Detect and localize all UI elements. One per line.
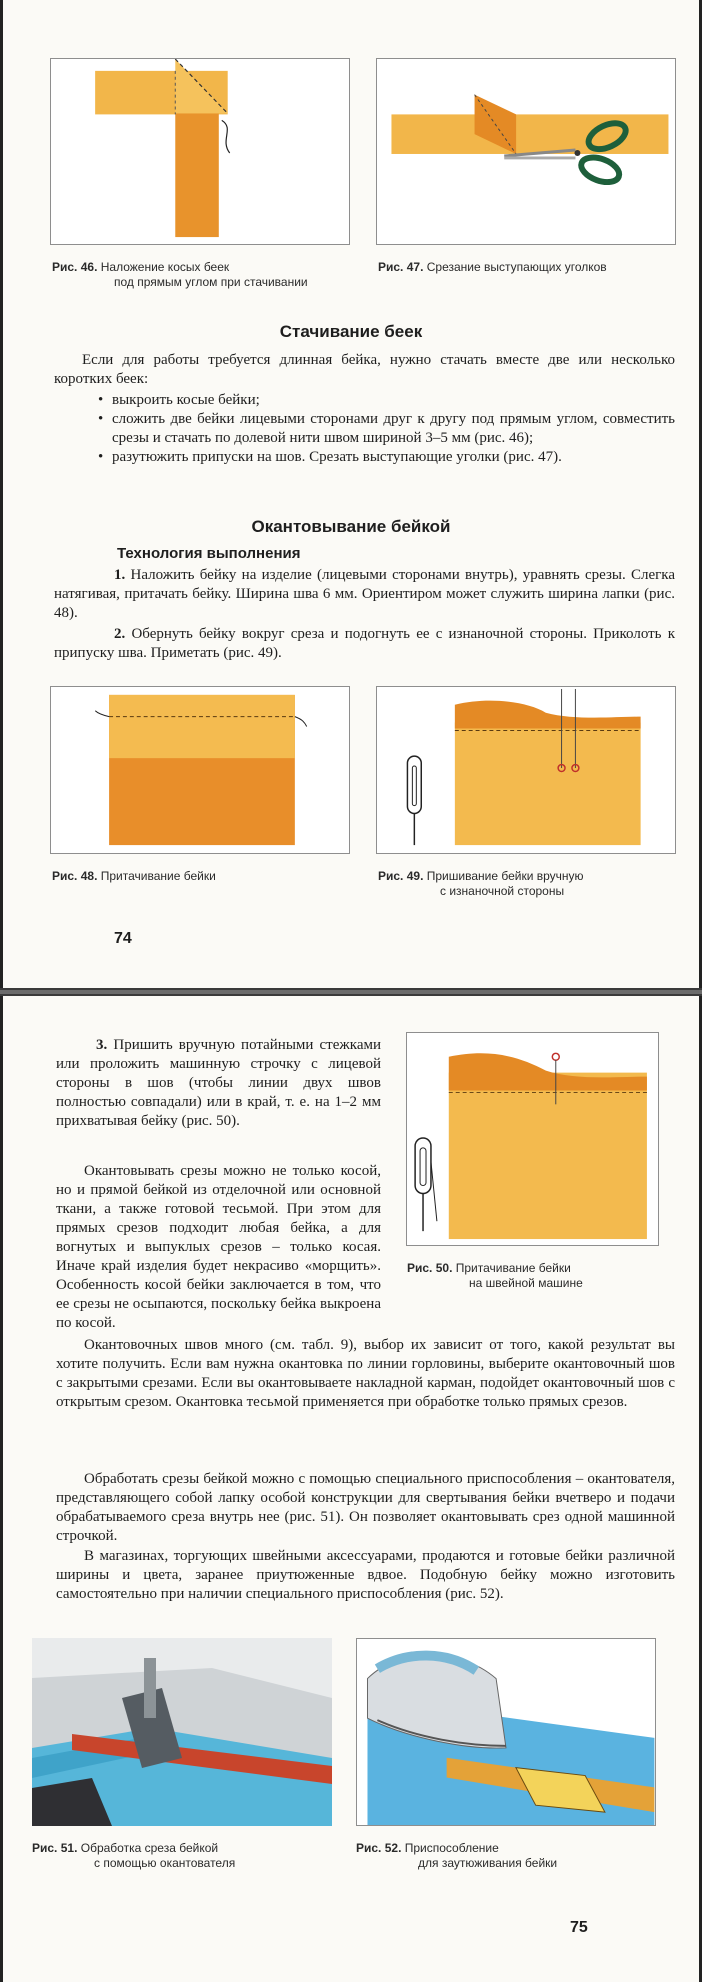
figure-50-illustration (407, 1033, 658, 1245)
seam-kinds-text: Окантовочных швов много (см. табл. 9), выбор их зависит от того, какой результат вы хотите получить. Если вам нужна окантовка по линии горловины, выберите окантовочный шов с закрытыми срезами. Если вы окантовываете накладной карман, подойдет окантовочный шов с открытым срезом. Окантовка тесьмой применяется при обработке только прямых срезов. (56, 1337, 675, 1410)
page-edge-left (0, 0, 3, 988)
figure-51-number: Рис. 51. (32, 1841, 78, 1855)
attached-bias-strip (109, 695, 295, 758)
figure-46-image (50, 58, 350, 245)
figure-51-image (32, 1638, 332, 1826)
folded-bias-edge (449, 1053, 647, 1090)
figure-48-caption (52, 869, 352, 884)
garment-panel (455, 723, 641, 846)
figure-47-image (376, 58, 676, 245)
figure-50-caption-line2: на швейной машине (469, 1276, 583, 1290)
presser-foot-icon (415, 1138, 437, 1231)
edging-text: Окантовывать срезы можно не только косой, но и прямой бейкой из отделочной или основной ткани, а также готовой тесьмой. При этом для прямых срезов подходит любая бейка, а для вогнутых и выпуклых срезов – только косая. Иначе край изделия будет некрасиво «морщить». Особенность косой бейки заключается в том, что ее срезы не осыпаются, поскольку бейка выкроена по косой. (56, 1163, 381, 1331)
bullet-item: • сложить две бейки лицевыми сторонами друг к другу под прямым углом, совместить срезы и стачать по долевой нити швом шириной 3–5 мм (рис. 46); (98, 410, 675, 448)
figure-49-illustration (377, 687, 675, 853)
figure-51-photo (32, 1638, 332, 1826)
figure-51-caption-line2: с помощью окантователя (94, 1856, 236, 1870)
step-1-number: 1. (114, 567, 126, 583)
figure-50-image (406, 1032, 659, 1246)
figure-52-caption-line2: для заутюживания бейки (418, 1856, 558, 1870)
figure-47-number: Рис. 47. (378, 260, 424, 274)
seam-kinds-paragraph (56, 1336, 675, 1412)
step-3-paragraph (56, 1036, 381, 1131)
figure-52-caption-line1: Приспособление (404, 1841, 499, 1855)
shops-text: В магазинах, торгующих швейными аксессуарами, продаются и готовые бейки различной ширины и цвета, заранее приутюженные вдвое. Подобную бейку можно изготовить самостоятельно при наличии специального приспособления (рис. 52). (56, 1548, 675, 1602)
figure-50-caption-line1: Притачивание бейки (455, 1261, 571, 1275)
figure-48-image (50, 686, 350, 854)
intro-text: Если для работы требуется длинная бейка, нужно стачать вместе две или несколько коротких беек: (54, 352, 675, 387)
figure-49-caption-line1: Пришивание бейки вручную (426, 869, 584, 883)
bullet-item: • разутюжить припуски на шов. Срезать выступающие уголки (рис. 47). (98, 448, 675, 467)
page-75 (0, 994, 702, 1982)
figure-52-number: Рис. 52. (356, 1841, 402, 1855)
thread-left (95, 711, 109, 717)
subheading-technology: Технология выполнения (117, 545, 301, 562)
step-1-text: Наложить бейку на изделие (лицевыми сторонами внутрь), уравнять срезы. Слегка натягивая, притачать бейку. Ширина шва 6 мм. Ориентиром может служить ширина лапки (рис. 48). (54, 567, 675, 621)
figure-46-caption-line2: под прямым углом при стачивании (114, 275, 308, 289)
step-3-text: Пришить вручную потайными стежками или проложить машинную строчку с лицевой стороны в шов (чтобы линии двух швов полностью совпадали) или в край, т. е. на 1–2 мм прихватывая бейку (рис. 50). (56, 1037, 381, 1129)
bullet-item: • выкроить косые бейки; (98, 391, 675, 410)
figure-52-illustration (357, 1639, 655, 1825)
step-1-paragraph (54, 566, 675, 623)
needle-bar (144, 1658, 156, 1718)
figure-51-caption-line1: Обработка среза бейкой (80, 1841, 219, 1855)
step-2-paragraph (54, 625, 675, 663)
edging-paragraph (56, 1162, 381, 1333)
thread-right (295, 717, 307, 727)
figure-50-caption (407, 1261, 660, 1291)
vertical-bias-strip (175, 113, 219, 237)
page-number: 75 (570, 1919, 588, 1936)
joining-steps-list (98, 391, 675, 467)
garment-panel (449, 1073, 647, 1239)
figure-51-caption (32, 1841, 332, 1871)
step-2-number: 2. (114, 626, 126, 642)
thread-end (222, 120, 230, 153)
figure-48-caption-line1: Притачивание бейки (100, 869, 216, 883)
intro-paragraph (54, 351, 675, 389)
page-74 (0, 0, 702, 990)
figure-46-caption-line1: Наложение косых беек (100, 260, 230, 274)
figure-47-caption (378, 260, 678, 275)
step-3-number: 3. (96, 1037, 108, 1053)
figure-52-caption (356, 1841, 656, 1871)
figure-48-number: Рис. 48. (52, 869, 98, 883)
figure-50-number: Рис. 50. (407, 1261, 453, 1275)
figure-49-image (376, 686, 676, 854)
folded-bias-edge (455, 701, 641, 729)
device-paragraph (56, 1470, 675, 1546)
sewing-needle-icon (407, 756, 421, 845)
page-edge-left (0, 996, 3, 1982)
figure-49-number: Рис. 49. (378, 869, 424, 883)
figure-46-caption (52, 260, 352, 290)
figure-46-number: Рис. 46. (52, 260, 98, 274)
device-text: Обработать срезы бейкой можно с помощью специального приспособления – окантователя, представляющего собой лапку особой конструкции для свертывания бейки вчетверо и подачи обрабатываемого среза внутрь нее (рис. 51). Он позволяет окантовывать срез одной машинной строчкой. (56, 1471, 675, 1544)
figure-49-caption (378, 869, 678, 899)
figure-47-illustration (377, 59, 675, 244)
figure-48-illustration (51, 687, 349, 853)
figure-49-caption-line2: с изнаночной стороны (440, 884, 565, 898)
figure-47-caption-line1: Срезание выступающих уголков (426, 260, 607, 274)
pin-head (552, 1053, 559, 1060)
shops-paragraph (56, 1547, 675, 1604)
heading-joining-strips: Стачивание беек (279, 322, 423, 341)
figure-52-image (356, 1638, 656, 1826)
step-2-text: Обернуть бейку вокруг среза и подогнуть ее с изнаночной стороны. Приколоть к припуску шва. Приметать (рис. 49). (54, 626, 675, 661)
page-number: 74 (114, 930, 132, 947)
heading-edging: Окантовывание бейкой (251, 517, 451, 536)
figure-46-illustration (51, 59, 349, 244)
